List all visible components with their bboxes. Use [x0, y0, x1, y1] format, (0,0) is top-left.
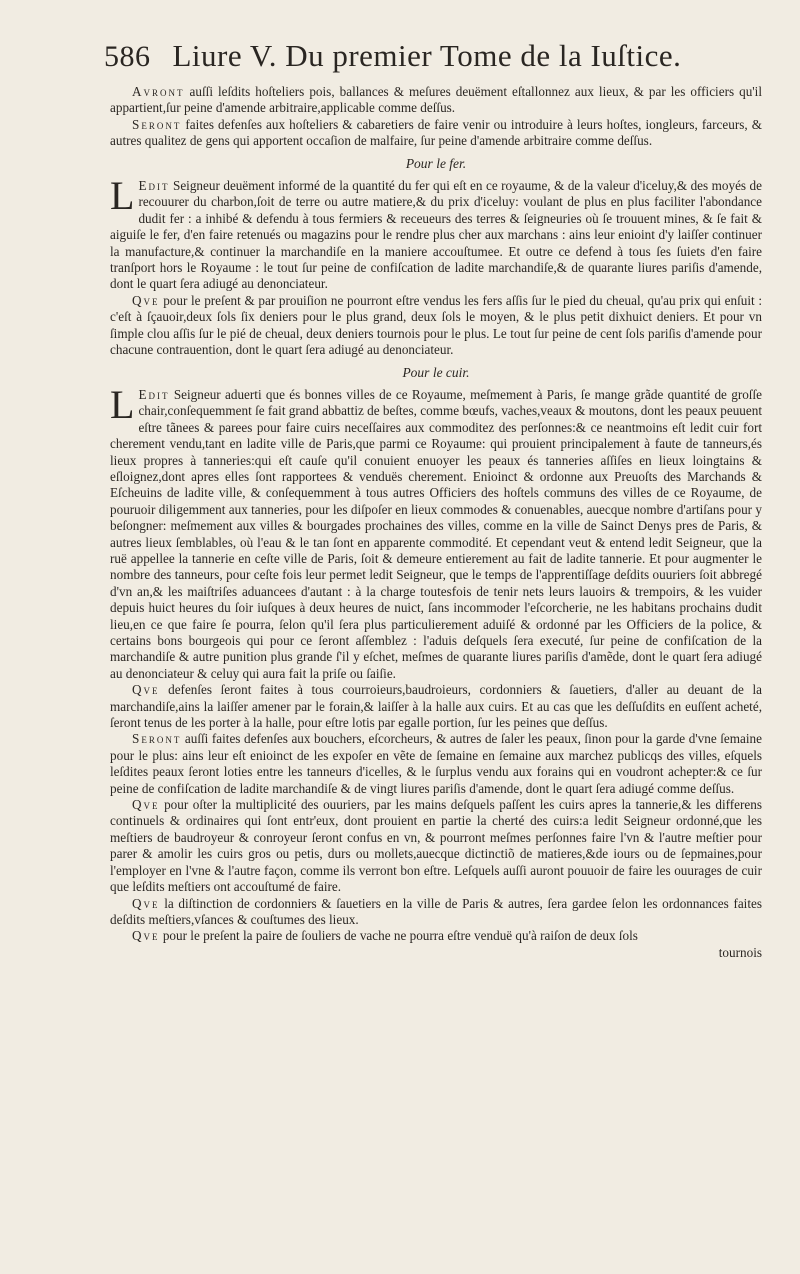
body-text [110, 84, 762, 961]
paragraph-lead-word: Qve [132, 797, 160, 813]
running-header [104, 38, 762, 84]
section-heading-fer: Pour le fer. [405, 155, 467, 171]
paragraph-text: pour le preſent la paire de ſouliers de vache ne pourra eſtre venduë qu'à raiſon de deux ſols [159, 928, 638, 944]
paragraph-lead-word: Seront [132, 731, 182, 747]
paragraph [110, 381, 762, 682]
drop-cap: L [110, 381, 135, 427]
paragraph-lead-word: Qve [132, 895, 160, 911]
paragraph [110, 896, 762, 929]
paragraph [110, 731, 762, 797]
paragraph-lead-word: Qve [132, 682, 160, 698]
paragraph-lead-word: Edit [138, 386, 170, 402]
paragraph-text: auſſi leſdits hoſteliers pois, ballances & meſures deuëment eſtallonnez aux lieux, & par les officiers qu'il appartient,ſur peine d'amende arbitraire,applicable comme deſſus. [110, 84, 762, 116]
drop-cap: L [110, 173, 135, 219]
paragraph-lead-word: Qve [132, 292, 160, 308]
paragraph-text: pour le preſent & par prouiſion ne pourront eſtre vendus les fers aſſis ſur le pied du cheual, qu'au prix qui enſuit : c'eſt à ſçauoir,deux ſols ſix deniers pour le plus grand, deux ſols le moyen, & le plus petit dixhuict deniers. Et pour vn ſimple clou aſſis ſur le pié de cheual, deux deniers tournois pour le plus. Le tout ſur peine de cent ſols pariſis d'amende pour chacune contrauention, dont le quart ſera adiugé au denonciateur. [110, 292, 762, 358]
paragraph-lead-word: Edit [138, 178, 170, 194]
paragraph [110, 797, 762, 895]
running-title: Liure V. Du premier Tome de la Iuſtice. [172, 38, 682, 73]
paragraph-text: auſſi faites defenſes aux bouchers, eſcorcheurs, & autres de ſaler les peaux, ſinon pour la garde d'vne ſemaine pour le plus: ains leur eſt enioinct de les expoſer en vẽte de ſemaine en ſemaine aux marchez publicqs des villes, eſquels leſdites peaux ſeront loties entre les tanneurs d'icelles, & le ſurplus vendu aux forains qui en voudront achepter:& ce ſur peine de confiſcation de ladite marchandiſe & de vingt liures pariſis d'amende, dont le quart ſera adiugé comme deſſus. [110, 731, 762, 796]
paragraph [110, 293, 762, 359]
paragraph [110, 173, 762, 293]
paragraph-lead-word: Seront [132, 116, 182, 132]
paragraph-text: Seigneur aduerti que és bonnes villes de ce Royaume, meſmement à Paris, ſe mange grãde quantité de groſſe chair,conſequemment ſe fait grand abbattiz de beſtes, comme bœufs, vaches,veaux & moutons, dont les peaux peuuent eſtre tãnees & parees pour faire cuirs neceſſaires aux commoditez des perſonnes:& ce neantmoins eſt ledit cuir fort cherement vendu,tant en ladite ville de Paris,que parmi ce Royaume: qui prouient principalement à faute de tanneurs,és lieux propres à tanneries:qui eſt cauſe qu'il conuient enuoyer les peaux és tanneries aſſiſes en lieux loingtains & eſloignez,dont apres elles ſont rapportees & venduës cherement. Enioinct & ordonne aux Preuoſts des Marchands & Eſcheuins de ladite ville, & conſequemment à tous autres Officiers des hoſtels communs des villes de ce Royaume, de pouruoir diligemment aux tanneries, pour les diſpoſer en lieux commodes & conuenables, auecque nombre d'artiſans pour y beſongner: meſmement aux villes & bourgades prochaines des villes, comme en la ville de Sainct Denys pres de Paris, & autres lieux ſemblables, où l'eau & le tan ſont en apparente commodité. Et cependant veut & entend ledit Seigneur, que la ruë appellee la tannerie en ceſte ville de Paris, ſoit & demeure entierement au fait de ladite tannerie. Et pour augmenter le nombre des tanneurs, pour ceſte fois leur permet ledit Seigneur, que le temps de l'apprentiſſage deſdits ouuriers ſoit abbregé d'vn an,& les maiſtriſes aduancees d'autant : à la charge toutesfois de tenir nets leurs lauoirs & trempoirs, & les vuider depuis huict heures du ſoir iuſques à deux heures de nuict, ſans incommoder l'eſcorcherie, ne les habitans prochains dudit lieu,en ce que faire ſe pourra, ſelon qu'il ſera plus particulierement aduiſé & ordonné par les Officiers de la police, & certains bons bourgeois qui pour ce ſeront aſſemblez : l'aduis deſquels ſera executé, ſur peine de confiſcation de la marchandiſe & autre punition plus grande ſ'il y eſchet, meſmes de quarante liures pariſis d'amẽde, dont le quart ſera adiugé au denonciateur & celuy qui aura fait la priſe ou ſaiſie. [110, 386, 762, 681]
paragraph-lead-word: Qve [132, 928, 160, 944]
paragraph-text: faites defenſes aux hoſteliers & cabaretiers de faire venir ou introduire à leurs hoſtes, iongleurs, farceurs, & autres qualitez de gens qui apportent occaſion de malfaire, ſur peine d'amende arbitraire comme deſſus. [110, 116, 762, 149]
paragraph-text: pour oſter la multiplicité des ouuriers, par les mains deſquels paſſent les cuirs apres la tannerie,& les differens continuels & ordinaires qui ſont entr'eux, dont prouient en partie la cherté des cuirs:a ledit Seigneur ordonné,que les meſtiers de baudroyeur & conroyeur ſeront confus en vn, & pourront meſmes perſonnes faire l'vn & l'autre meſtier pour parer & amolir les cuirs gros ou petis, durs ou mollets,auecque dictinctiõ de matieres,&de iours ou de ſepmaines,pour l'employer en l'vne & l'autre façon, comme ils verront bon eſtre. Leſquels auſſi auront pouuoir de faire les ouurages de cuir que leſdits meſtiers ont accouſtumé de faire. [110, 797, 762, 895]
paragraph [110, 117, 762, 150]
paragraph [110, 928, 762, 944]
paragraph [110, 84, 762, 117]
section-heading-cuir: Pour le cuir. [402, 364, 470, 380]
paragraph-text: Seigneur deuëment informé de la quantité du fer qui eſt en ce royaume, & de la valeur d'iceluy,& des moyés de recouurer du charbon,ſoit de terre ou autre matiere,& du prix d'iceluy: voulant de plus en plus faciliter l'abondance dudit fer : a inhibé & defendu à tous fermiers & receueurs des terres & ſeigneuries où ſe trouuent mines, & ſe fait & aiguiſe le fer, d'en faire retenués ou magazins pour le rendre plus cher aux marchans : ains leur enioint d'y laiſſer continuer la manufacture,& continuer la marchandiſe en la maniere accouſtumee. Et outre ce defend à tous ſes ſuiets d'en faire tranſport hors le Royaume : le tout ſur peine de confiſcation de ladite marchandiſe,& de quarante liures pariſis d'amende, dont le quart ſera adiugé au denonciateur. [110, 178, 762, 292]
page-number: 586 [104, 40, 151, 73]
paragraph [110, 682, 762, 731]
paragraph-text: defenſes ſeront faites à tous courroieurs,baudroieurs, cordonniers & ſauetiers, d'aller au deuant de la marchandiſe,ains la laiſſer amener par le forain,& laiſſer à la halle aux cuirs. Et au cas que les deſſuſdits en euſſent acheté, ſeront tenus de les porter à la halle, pour eſtre lotis par egalle portion, ſur les peines que deſſus. [110, 682, 762, 731]
paragraph-text: la diſtinction de cordonniers & ſauetiers en la ville de Paris & autres, ſera gardee ſelon les ordonnances faites deſdits meſtiers,vſances & couſtumes des lieux. [110, 895, 762, 927]
catchword: tournois [718, 944, 762, 960]
paragraph-lead-word: Avront [132, 84, 185, 99]
